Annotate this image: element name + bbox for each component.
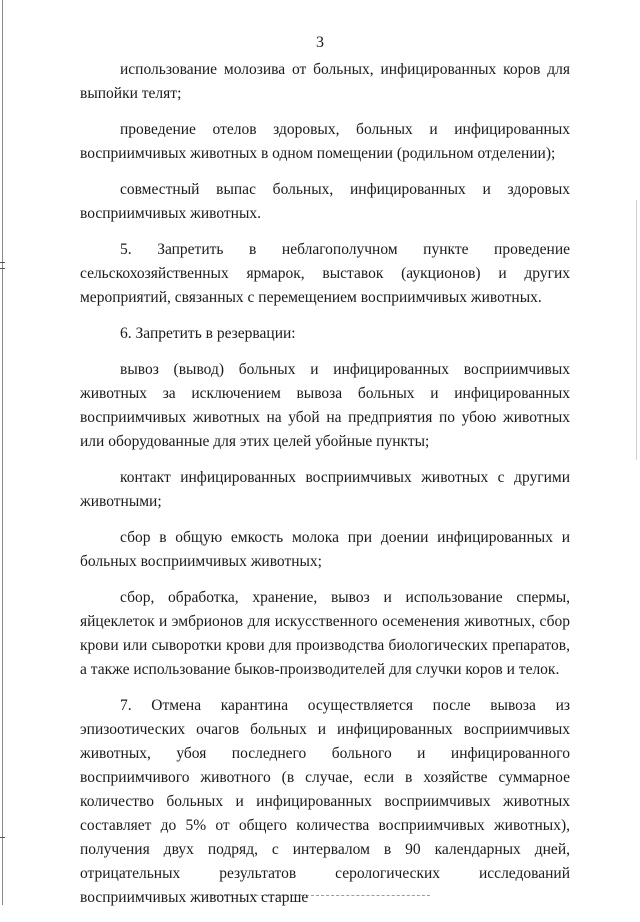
paragraph: вывоз (вывод) больных и инфицированных восприимчивых животных за исключением вывоза больных и инфицированных восприимчивых животных на убой на предприятия по убою животных или оборудованные для этих целей убойные пункты; [80,361,570,450]
paragraph: совместный выпас больных, инфицированных и здоровых восприимчивых животных. [80,181,570,222]
paragraph: проведение отелов здоровых, больных и инфицированных восприимчивых животных в одном помещении (родильном отделении); [80,121,570,162]
paragraph: 5. Запретить в неблагополучном пункте проведение сельскохозяйственных ярмарок, выставок (аукционов) и других мероприятий, связанных с перемещением восприимчивых животных. [80,241,570,306]
document-body [80,58,570,922]
scan-mark [0,837,5,838]
paragraph: сбор, обработка, хранение, вывоз и использование спермы, яйцеклеток и эмбрионов для искусственного осеменения животных, сбор крови или сыворотки крови для производства биологических препаратов, а также использование быков-производителей для случки коров и телок. [80,589,570,678]
paragraph: 6. Запретить в резервации: [120,325,296,342]
paragraph: сбор в общую емкость молока при доении инфицированных и больных восприимчивых животных; [80,529,570,570]
scan-mark [0,262,5,263]
page-number: 3 [316,34,324,51]
scan-left-edge [2,0,3,905]
scan-right-edge [636,200,637,460]
paragraph: использование молозива от больных, инфицированных коров для выпойки телят; [80,61,570,102]
paragraph: 7. Отмена карантина осуществляется после вывоза из эпизоотических очагов больных и инфицированных восприимчивых животных, убоя последнего больного и инфицированного восприимчивого животного (в случае, если в хозяйстве суммарное количество больных и инфицированных восприимчивых животных составляет до 5% от общего количества восприимчивых животных), получения двух подряд, с интервалом в 90 календарных дней, отрицательных результатов серологических исследований восприимчивых животных старше [80,697,570,906]
scan-mark [0,268,5,269]
paragraph: контакт инфицированных восприимчивых животных с другими животными; [80,469,570,510]
